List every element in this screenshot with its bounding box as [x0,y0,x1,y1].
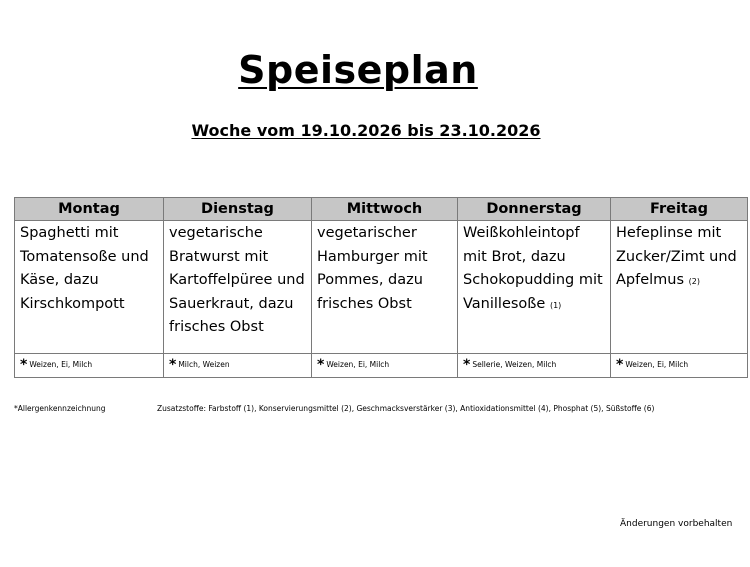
meal-wednesday-text: vegetarischer Hamburger mit Pommes, dazu frisches Obst [317,225,428,312]
meal-friday-additive-note: (2) [688,277,700,286]
allergens-wednesday-text: Weizen, Ei, Milch [326,360,390,369]
allergen-row [15,354,748,378]
day-header-monday: Montag [15,198,164,221]
allergen-star-marker: * [616,357,624,373]
allergens-friday [611,354,748,378]
allergens-thursday-text: Sellerie, Weizen, Milch [472,360,557,369]
allergen-footnote: *Allergenkennzeichnung [14,404,106,413]
day-header-wednesday: Mittwoch [312,198,458,221]
allergens-friday-text: Weizen, Ei, Milch [625,360,689,369]
day-header-row [15,198,748,221]
allergens-thursday [458,354,611,378]
additives-footnote: Zusatzstoffe: Farbstoff (1), Konservierungsmittel (2), Geschmacksverstärker (3), Antioxidationsmittel (4), Phosphat (5), Süßstoffe (6) [157,404,655,413]
week-range [0,121,732,140]
meal-wednesday [312,221,458,354]
meal-thursday-additive-note: (1) [549,300,562,310]
meal-friday-text: Hefeplinse mit Zucker/Zimt und Apfelmus [616,225,737,288]
changes-reserved-note: Änderungen vorbehalten [620,519,733,529]
allergens-wednesday [312,354,458,378]
allergens-tuesday [164,354,312,378]
allergens-tuesday-text: Milch, Weizen [178,360,230,369]
meal-tuesday-text: vegetarische Bratwurst mit Kartoffelpüree und Sauerkraut, dazu frisches Obst [169,225,305,335]
allergens-monday-text: Weizen, Ei, Milch [29,360,93,369]
allergen-star-marker: * [20,357,28,373]
allergen-star-marker: * [463,357,471,373]
page-title-text: Speiseplan [238,48,478,92]
page-title [0,48,716,92]
week-range-text: Woche vom 19.10.2026 bis 23.10.2026 [191,121,541,140]
day-header-tuesday: Dienstag [164,198,312,221]
allergen-star-marker: * [169,357,177,373]
allergens-monday [15,354,164,378]
meal-friday [611,221,748,354]
allergen-star-marker: * [317,357,325,373]
day-header-thursday: Donnerstag [458,198,611,221]
menu-table [14,197,748,378]
day-header-friday: Freitag [611,198,748,221]
meal-monday [15,221,164,354]
meal-row [15,221,748,354]
meal-monday-text: Spaghetti mit Tomatensoße und Käse, dazu Kirschkompott [20,225,149,312]
meal-tuesday [164,221,312,354]
meal-thursday [458,221,611,354]
meal-thursday-text: Weißkohleintopf mit Brot, dazu Schokopudding mit Vanillesoße [463,225,603,312]
